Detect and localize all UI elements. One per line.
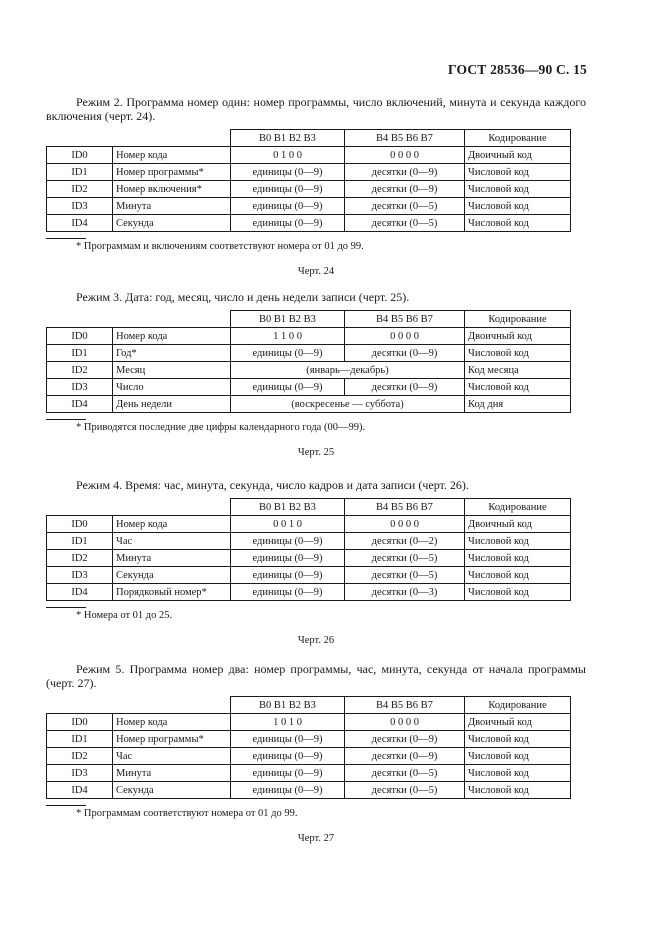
table-row: [47, 584, 571, 601]
row-name: Час: [113, 748, 231, 765]
row-name: Минута: [113, 765, 231, 782]
row-bits-high: десятки (0—5): [345, 198, 465, 215]
bits-low-header: B0 B1 B2 B3: [231, 499, 345, 516]
footnote: * Программам соответствуют номера от 01 до 99.: [76, 808, 298, 819]
row-coding: Числовой код: [465, 567, 571, 584]
table-row: [47, 147, 571, 164]
coding-header: Кодирование: [465, 697, 571, 714]
table-row: [47, 731, 571, 748]
footnote-rule: [46, 607, 86, 608]
row-coding: Числовой код: [465, 379, 571, 396]
row-name: День недели: [113, 396, 231, 413]
row-bits-low: единицы (0—9): [231, 567, 345, 584]
row-id: ID0: [47, 714, 113, 731]
table-row: [47, 215, 571, 232]
row-id: ID1: [47, 345, 113, 362]
section-intro: Режим 3. Дата: год, месяц, число и день недели записи (черт. 25).: [76, 290, 410, 304]
row-name: Секунда: [113, 215, 231, 232]
row-coding: Числовой код: [465, 731, 571, 748]
table-row: [47, 198, 571, 215]
row-coding: Числовой код: [465, 345, 571, 362]
row-bits-low: единицы (0—9): [231, 748, 345, 765]
row-bits-low: единицы (0—9): [231, 379, 345, 396]
row-bits-low: единицы (0—9): [231, 533, 345, 550]
row-id: ID3: [47, 379, 113, 396]
row-id: ID3: [47, 567, 113, 584]
row-name: Число: [113, 379, 231, 396]
row-bits-high: десятки (0—9): [345, 731, 465, 748]
table-row: [47, 550, 571, 567]
row-bits-high: десятки (0—5): [345, 567, 465, 584]
row-id: ID0: [47, 328, 113, 345]
row-bits-low: единицы (0—9): [231, 782, 345, 799]
row-coding: Числовой код: [465, 584, 571, 601]
row-bits-high: десятки (0—5): [345, 765, 465, 782]
row-span-value: (январь—декабрь): [231, 362, 465, 379]
code-table: [46, 310, 571, 413]
bits-high-header: B4 B5 B6 B7: [345, 130, 465, 147]
row-bits-high: десятки (0—9): [345, 748, 465, 765]
row-bits-high: десятки (0—2): [345, 533, 465, 550]
footnote-rule: [46, 805, 86, 806]
row-bits-high: десятки (0—9): [345, 181, 465, 198]
row-bits-low: единицы (0—9): [231, 345, 345, 362]
bits-low-header: B0 B1 B2 B3: [231, 311, 345, 328]
bits-high-header: B4 B5 B6 B7: [345, 311, 465, 328]
table-row: [47, 533, 571, 550]
figure-caption: Черт. 25: [297, 447, 335, 458]
row-bits-low: единицы (0—9): [231, 731, 345, 748]
row-name: Минута: [113, 198, 231, 215]
row-bits-low: 0 0 1 0: [231, 516, 345, 533]
row-id: ID2: [47, 550, 113, 567]
footnote: * Программам и включениям соответствуют номера от 01 до 99.: [76, 241, 364, 252]
row-coding: Числовой код: [465, 198, 571, 215]
row-bits-high: 0 0 0 0: [345, 147, 465, 164]
row-coding: Двоичный код: [465, 147, 571, 164]
code-table: [46, 129, 571, 232]
row-coding: Двоичный код: [465, 714, 571, 731]
table-row: [47, 328, 571, 345]
row-id: ID1: [47, 731, 113, 748]
mode-section: [46, 290, 586, 458]
mode-section: [46, 95, 586, 277]
table-row: [47, 765, 571, 782]
row-id: ID0: [47, 147, 113, 164]
footnote: * Приводятся последние две цифры календарного года (00—99).: [76, 422, 366, 433]
row-bits-high: десятки (0—5): [345, 782, 465, 799]
figure-caption: Черт. 27: [297, 833, 335, 844]
row-bits-high: 0 0 0 0: [345, 714, 465, 731]
table-header-row: [47, 311, 571, 328]
figure-caption: Черт. 26: [297, 635, 335, 646]
code-table: [46, 696, 571, 799]
row-bits-low: единицы (0—9): [231, 765, 345, 782]
row-name: Год*: [113, 345, 231, 362]
row-bits-high: 0 0 0 0: [345, 516, 465, 533]
row-coding: Числовой код: [465, 533, 571, 550]
table-row: [47, 345, 571, 362]
row-coding: Код месяца: [465, 362, 571, 379]
row-id: ID4: [47, 215, 113, 232]
row-bits-high: десятки (0—9): [345, 345, 465, 362]
section-intro: Режим 2. Программа номер один: номер программы, число включений, минута и секунда каждого включения (черт. 24).: [46, 95, 586, 123]
bits-high-header: B4 B5 B6 B7: [345, 499, 465, 516]
table-row: [47, 396, 571, 413]
row-name: Номер программы*: [113, 731, 231, 748]
row-name: Номер кода: [113, 328, 231, 345]
row-name: Номер программы*: [113, 164, 231, 181]
table-header-row: [47, 130, 571, 147]
row-bits-low: 1 1 0 0: [231, 328, 345, 345]
row-bits-low: 0 1 0 0: [231, 147, 345, 164]
row-id: ID2: [47, 181, 113, 198]
coding-header: Кодирование: [465, 130, 571, 147]
row-name: Секунда: [113, 567, 231, 584]
row-name: Секунда: [113, 782, 231, 799]
table-row: [47, 748, 571, 765]
table-row: [47, 181, 571, 198]
row-coding: Код дня: [465, 396, 571, 413]
row-coding: Числовой код: [465, 765, 571, 782]
row-id: ID1: [47, 533, 113, 550]
row-bits-low: 1 0 1 0: [231, 714, 345, 731]
row-id: ID4: [47, 782, 113, 799]
table-row: [47, 362, 571, 379]
table-row: [47, 516, 571, 533]
page-header: ГОСТ 28536—90 С. 15: [448, 62, 587, 77]
coding-header: Кодирование: [465, 311, 571, 328]
row-name: Месяц: [113, 362, 231, 379]
row-bits-low: единицы (0—9): [231, 215, 345, 232]
row-name: Номер включения*: [113, 181, 231, 198]
table-header-row: [47, 499, 571, 516]
bits-low-header: B0 B1 B2 B3: [231, 130, 345, 147]
footnote-rule: [46, 419, 86, 420]
table-row: [47, 714, 571, 731]
row-name: Час: [113, 533, 231, 550]
row-coding: Числовой код: [465, 181, 571, 198]
table-row: [47, 164, 571, 181]
row-bits-high: десятки (0—5): [345, 550, 465, 567]
row-bits-low: единицы (0—9): [231, 584, 345, 601]
footnote-rule: [46, 238, 86, 239]
table-row: [47, 567, 571, 584]
row-name: Номер кода: [113, 714, 231, 731]
row-name: Порядковый номер*: [113, 584, 231, 601]
table-header-row: [47, 697, 571, 714]
table-row: [47, 782, 571, 799]
row-id: ID2: [47, 362, 113, 379]
row-coding: Двоичный код: [465, 328, 571, 345]
section-intro: Режим 5. Программа номер два: номер программы, час, минута, секунда от начала программы (черт. 27).: [46, 662, 586, 690]
row-bits-high: десятки (0—3): [345, 584, 465, 601]
section-intro: Режим 4. Время: час, минута, секунда, число кадров и дата записи (черт. 26).: [76, 478, 469, 492]
row-bits-high: 0 0 0 0: [345, 328, 465, 345]
row-bits-low: единицы (0—9): [231, 181, 345, 198]
row-coding: Числовой код: [465, 748, 571, 765]
row-bits-low: единицы (0—9): [231, 164, 345, 181]
row-id: ID3: [47, 198, 113, 215]
row-id: ID4: [47, 396, 113, 413]
row-name: Номер кода: [113, 516, 231, 533]
row-span-value: (воскресенье — суббота): [231, 396, 465, 413]
row-id: ID1: [47, 164, 113, 181]
row-coding: Числовой код: [465, 550, 571, 567]
row-id: ID0: [47, 516, 113, 533]
mode-section: [46, 478, 586, 646]
row-id: ID2: [47, 748, 113, 765]
table-row: [47, 379, 571, 396]
figure-caption: Черт. 24: [297, 266, 335, 277]
footnote: * Номера от 01 до 25.: [76, 610, 173, 621]
mode-section: [46, 662, 586, 844]
bits-high-header: B4 B5 B6 B7: [345, 697, 465, 714]
row-bits-high: десятки (0—5): [345, 215, 465, 232]
row-bits-low: единицы (0—9): [231, 550, 345, 567]
row-name: Номер кода: [113, 147, 231, 164]
row-coding: Числовой код: [465, 782, 571, 799]
row-id: ID4: [47, 584, 113, 601]
row-coding: Двоичный код: [465, 516, 571, 533]
coding-header: Кодирование: [465, 499, 571, 516]
code-table: [46, 498, 571, 601]
row-bits-high: десятки (0—9): [345, 379, 465, 396]
row-bits-low: единицы (0—9): [231, 198, 345, 215]
row-coding: Числовой код: [465, 164, 571, 181]
row-coding: Числовой код: [465, 215, 571, 232]
bits-low-header: B0 B1 B2 B3: [231, 697, 345, 714]
row-name: Минута: [113, 550, 231, 567]
row-id: ID3: [47, 765, 113, 782]
row-bits-high: десятки (0—9): [345, 164, 465, 181]
